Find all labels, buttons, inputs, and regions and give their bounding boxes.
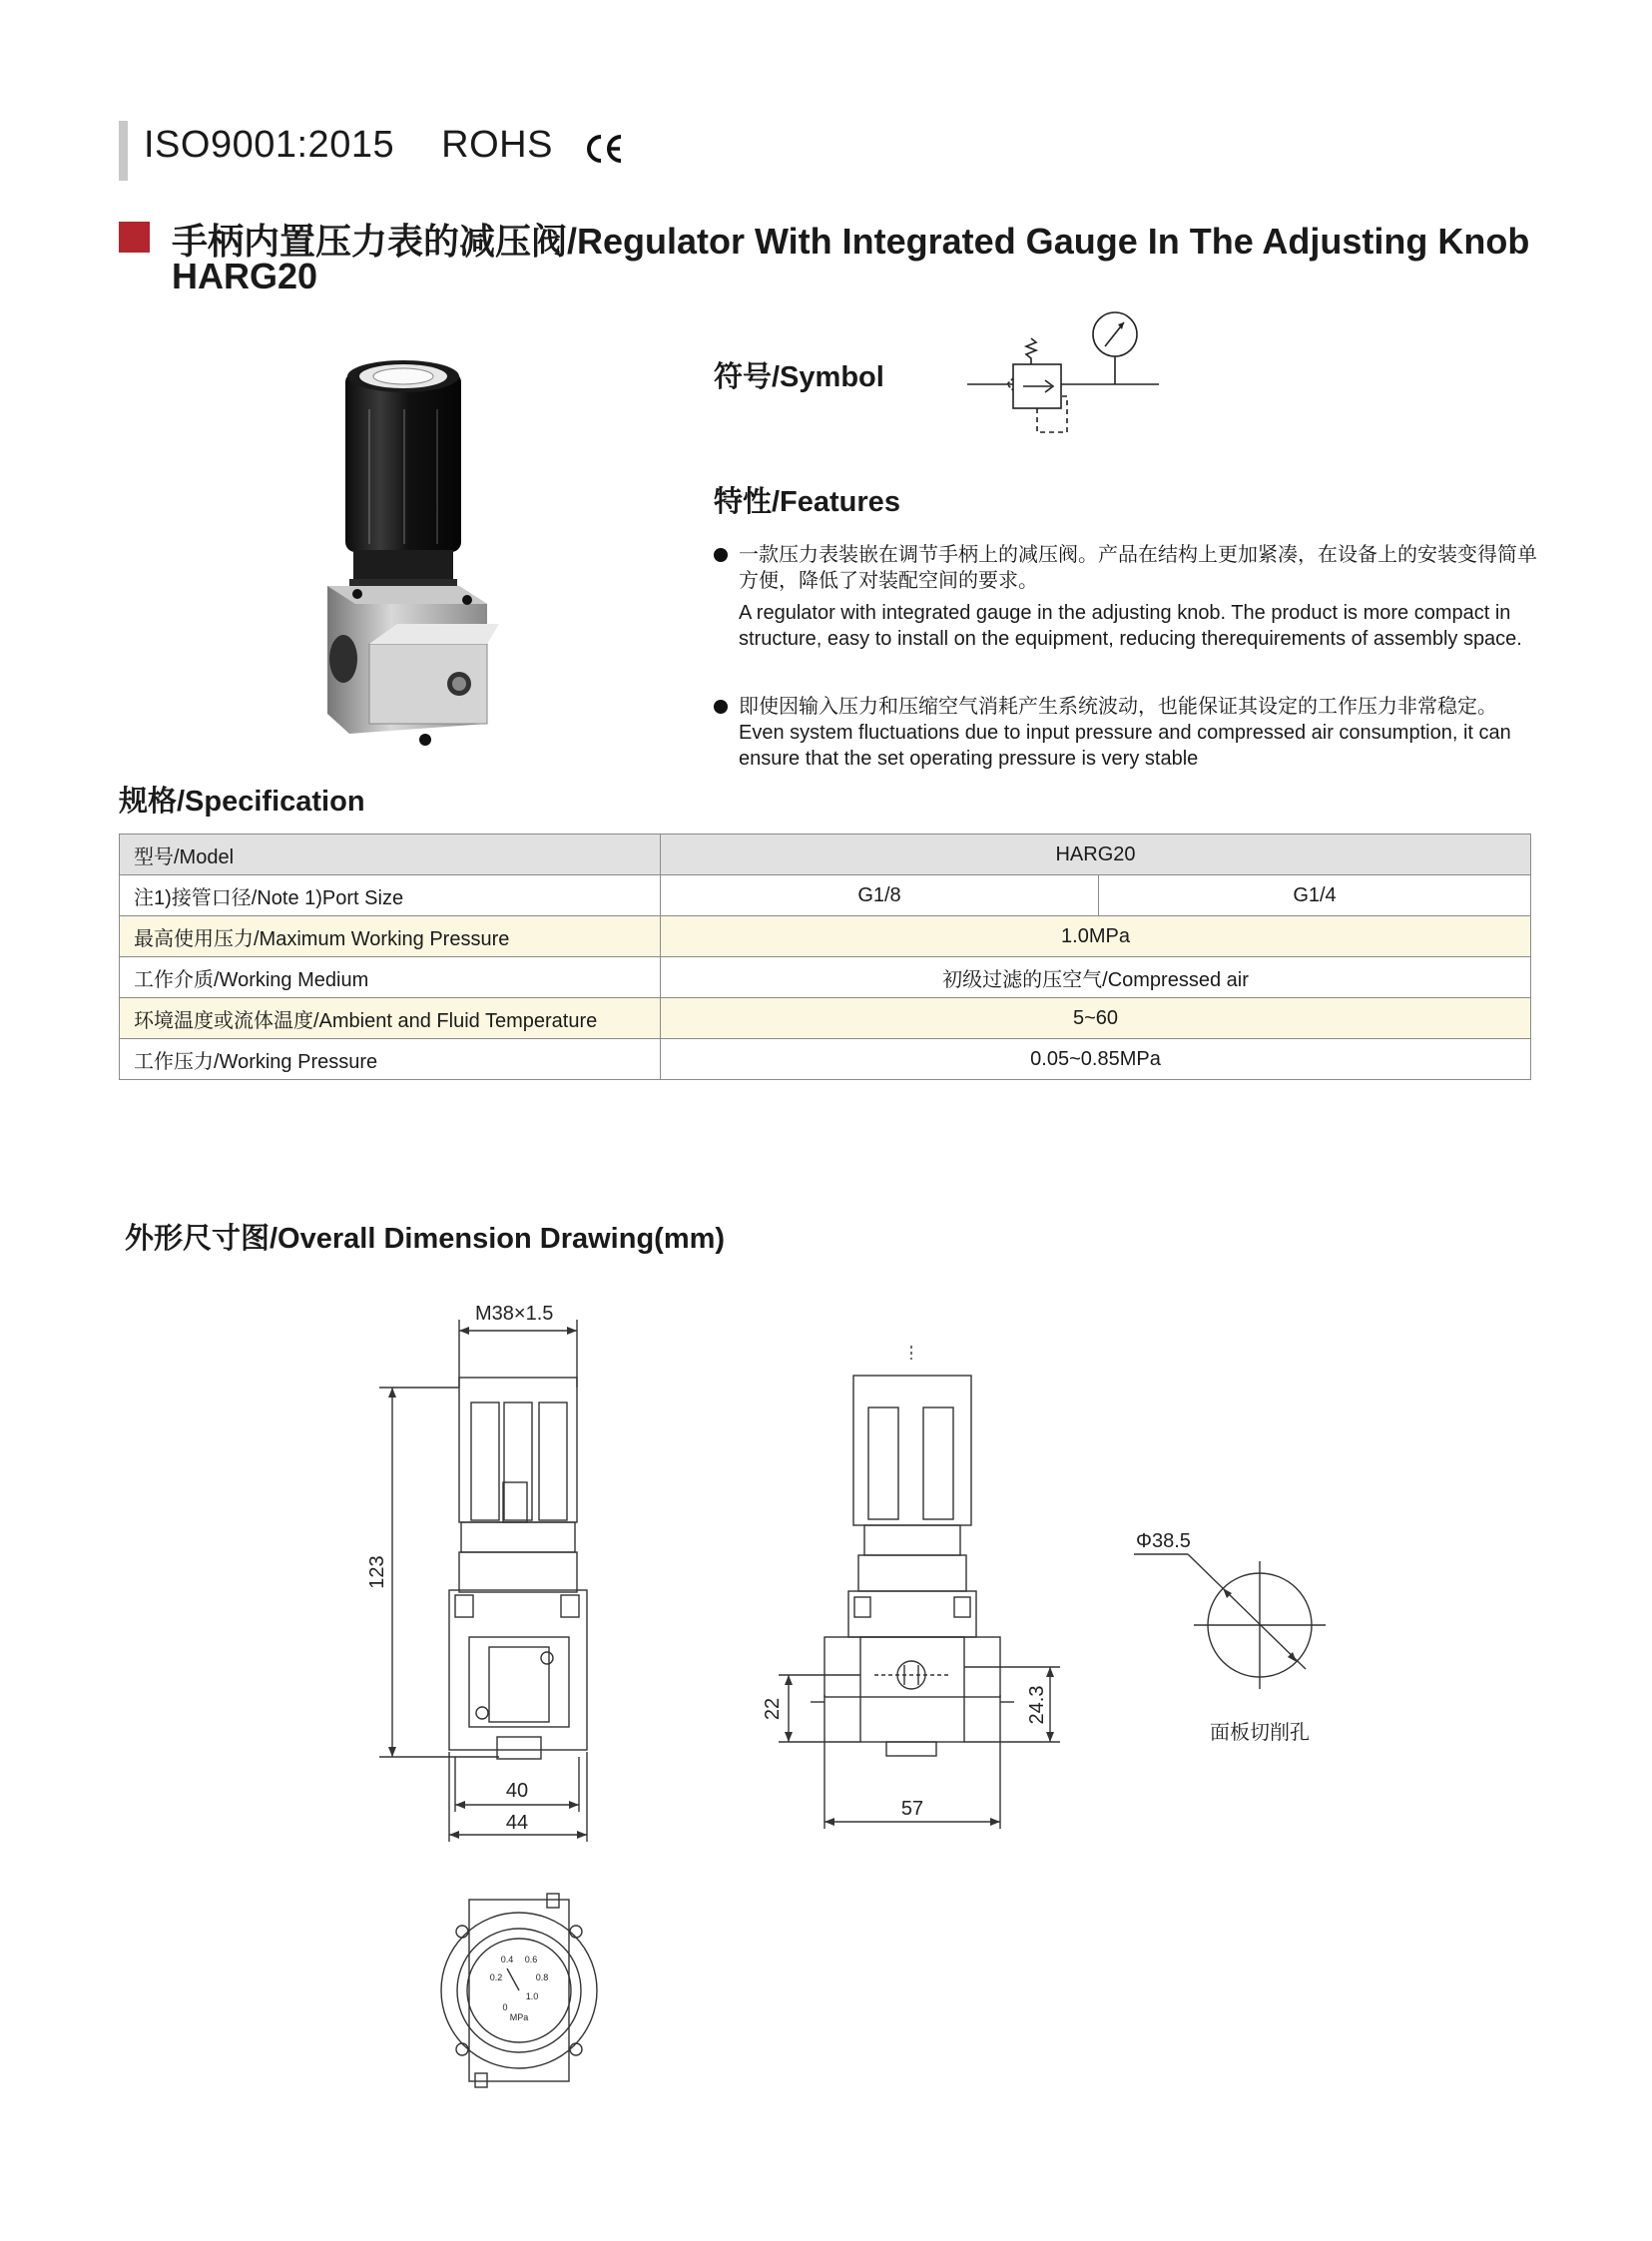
- ce-mark-icon: [581, 132, 625, 166]
- table-cell: 最高使用压力/Maximum Working Pressure: [120, 916, 661, 957]
- gauge-tick-label: 0.8: [535, 1972, 549, 1982]
- dim-diameter-label: Φ38.5: [1136, 1530, 1191, 1552]
- table-cell: 工作压力/Working Pressure: [120, 1039, 661, 1080]
- table-cell: 型号/Model: [120, 835, 661, 875]
- table-row: [120, 835, 1531, 875]
- table-row: [120, 1039, 1531, 1080]
- specification-table: [119, 834, 1531, 1080]
- table-cell: 初级过滤的压空气/Compressed air: [661, 957, 1531, 998]
- gauge-tick-label: 0.2: [489, 1972, 503, 1982]
- features-heading: 特性/Features: [714, 486, 900, 518]
- feature-item: [714, 694, 1542, 772]
- dim-width-44-label: 44: [505, 1812, 529, 1834]
- gauge-tick-label: 0.6: [524, 1955, 538, 1964]
- feature-text-en: A regulator with integrated gauge in the adjusting knob. The product is more compact in structure, easy to install on the equipment, reducing therequirements of assembly space.: [739, 602, 1522, 650]
- product-photo: [309, 354, 509, 754]
- symbol-heading: 符号/Symbol: [714, 361, 884, 393]
- table-cell: 1.0MPa: [661, 916, 1531, 957]
- gauge-tick-label: 1.0: [525, 1991, 539, 2001]
- bullet-icon: [714, 548, 728, 562]
- table-cell: HARG20: [661, 835, 1531, 875]
- table-row: [120, 998, 1531, 1039]
- table-cell: 注1)接管口径/Note 1)Port Size: [120, 875, 661, 916]
- dim-width-57-label: 57: [900, 1798, 924, 1820]
- model-title: HARG20: [172, 256, 318, 296]
- iso-cert: ISO9001:2015: [144, 124, 395, 166]
- table-cell: 5~60: [661, 998, 1531, 1039]
- dimension-drawing: [0, 1268, 1652, 2106]
- gauge-tick-label: 0.4: [500, 1955, 514, 1964]
- table-cell: 0.05~0.85MPa: [661, 1039, 1531, 1080]
- panel-cutout-label: 面板切削孔: [1210, 1722, 1310, 1744]
- table-cell: G1/8: [661, 875, 1099, 916]
- table-row: [120, 957, 1531, 998]
- dim-24-3-label: 24.3: [1026, 1685, 1048, 1725]
- dim-thread-label: M38×1.5: [475, 1303, 554, 1325]
- feature-item: [714, 542, 1542, 652]
- specification-heading: 规格/Specification: [119, 786, 365, 818]
- table-cell: G1/4: [1099, 875, 1531, 916]
- dim-width-40-label: 40: [505, 1780, 529, 1802]
- table-row: [120, 916, 1531, 957]
- rohs-cert: ROHS: [441, 124, 553, 166]
- table-row: [120, 875, 1531, 916]
- feature-text-cn: 一款压力表装嵌在调节手柄上的减压阀。产品在结构上更加紧凑，在设备上的安装变得简单方便，降低了对装配空间的要求。: [739, 544, 1537, 592]
- dim-height-label: 123: [366, 1555, 388, 1589]
- gauge-tick-label: 0: [502, 2002, 508, 2012]
- gauge-unit-label: MPa: [509, 2012, 529, 2022]
- table-cell: 环境温度或流体温度/Ambient and Fluid Temperature: [120, 998, 661, 1039]
- bullet-icon: [714, 700, 728, 714]
- drawing-heading: 外形尺寸图/Overall Dimension Drawing(mm): [125, 1223, 726, 1255]
- feature-text-en: Even system fluctuations due to input pressure and compressed air consumption, it can ensure that the set operating pressure is very stable: [739, 722, 1511, 770]
- table-cell: 工作介质/Working Medium: [120, 957, 661, 998]
- header-accent-bar: [119, 121, 128, 181]
- title-marker: [119, 222, 150, 253]
- dim-22-label: 22: [762, 1697, 784, 1721]
- certification-line: [144, 124, 589, 167]
- regulator-symbol-icon: [963, 304, 1163, 439]
- page-title: 手柄内置压力表的减压阀/Regulator With Integrated Gauge In The Adjusting Knob: [172, 221, 1530, 262]
- feature-text-cn: 即使因输入压力和压缩空气消耗产生系统波动，也能保证其设定的工作压力非常稳定。: [739, 696, 1497, 718]
